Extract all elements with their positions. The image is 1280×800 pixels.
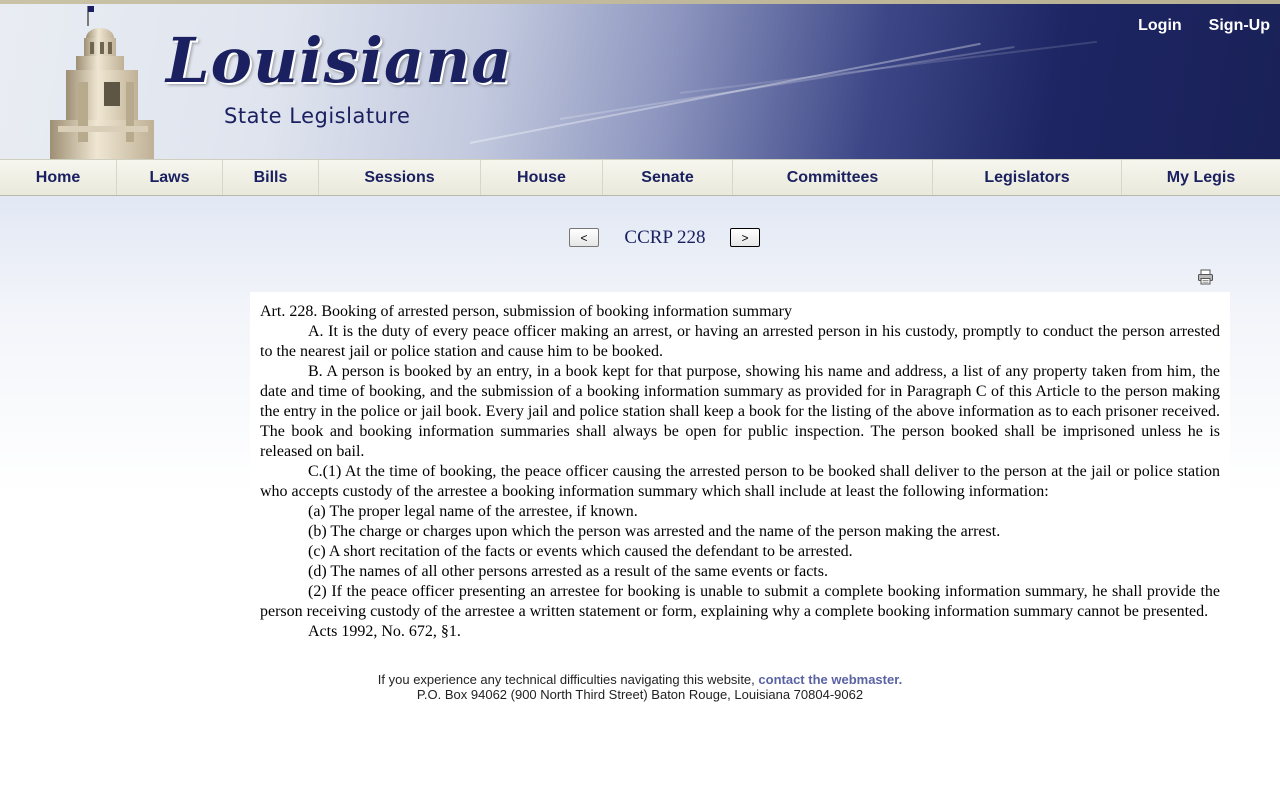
- site-header: [0, 0, 1280, 160]
- footer-help-line: [0, 672, 1280, 687]
- statute-text: [250, 292, 1230, 664]
- header-light-streak: [560, 46, 1015, 120]
- list-item-d: (d) The names of all other persons arrested as a result of the same events or facts.: [308, 563, 828, 580]
- paragraph-a: A. It is the duty of every peace officer making an arrest, or having an arrested person in his custody, promptly to conduct the person arrested to the nearest jail or police station and cause him to be booked.: [260, 323, 1220, 360]
- main-nav: [0, 159, 1280, 196]
- paragraph-c2: (2) If the peace officer presenting an arrestee for booking is unable to submit a complete booking information summary, he shall provide the person receiving custody of the arrestee a written statement or form, explaining why a complete booking information summary cannot be presented.: [260, 583, 1220, 620]
- nav-item-my-legis[interactable]: My Legis: [1166, 168, 1236, 186]
- list-item-a: (a) The proper legal name of the arrestee, if known.: [308, 503, 638, 520]
- contact-webmaster-link[interactable]: contact the webmaster.: [758, 672, 903, 687]
- nav-item-bills[interactable]: Bills: [223, 160, 319, 195]
- footer-help-text: If you experience any technical difficulties navigating this website,: [377, 672, 755, 687]
- paragraph-b: B. A person is booked by an entry, in a book kept for that purpose, showing his name and address, a list of any property taken from him, the date and time of booking, and the submission of a booking information summary as provided for in Paragraph C of this Article to the person making the entry in the police or jail book. Every jail and police station shall keep a book for the listing of the above information as to each prisoner received. The book and booking information summaries shall always be open for public inspection. The person booked shall be imprisoned unless he is released on bail.: [260, 363, 1220, 460]
- nav-item-laws[interactable]: Laws: [117, 160, 223, 195]
- header-top-stripe: [0, 0, 1280, 4]
- nav-item-sessions[interactable]: Sessions: [319, 160, 481, 195]
- printer-icon[interactable]: [1197, 269, 1214, 285]
- login-link[interactable]: Login: [1138, 17, 1182, 34]
- auth-links: [1138, 17, 1270, 35]
- nav-item-legislators[interactable]: Legislators: [933, 160, 1122, 195]
- article-heading: Art. 228. Booking of arrested person, submission of booking information summary: [260, 303, 792, 320]
- footer-address: P.O. Box 94062 (900 North Third Street) Baton Rouge, Louisiana 70804-9062: [416, 687, 864, 702]
- site-logo-subtitle: State Legislature: [224, 104, 411, 128]
- document-navigator: [0, 227, 1280, 249]
- nav-item-committees[interactable]: Committees: [733, 160, 933, 195]
- site-logo-wordmark[interactable]: Louisiana: [166, 24, 513, 97]
- nav-item-home[interactable]: Home: [0, 160, 117, 195]
- site-footer: [0, 672, 1280, 702]
- next-document-button[interactable]: >: [730, 228, 760, 247]
- list-item-c: (c) A short recitation of the facts or events which caused the defendant to be arrested.: [308, 543, 853, 560]
- list-item-b: (b) The charge or charges upon which the person was arrested and the name of the person making the arrest.: [308, 523, 1001, 540]
- capitol-building-image: [30, 2, 170, 160]
- source-note: Acts 1992, No. 672, §1.: [308, 623, 461, 640]
- previous-document-button[interactable]: <: [569, 228, 599, 247]
- nav-item-senate[interactable]: Senate: [603, 160, 733, 195]
- signup-link[interactable]: Sign-Up: [1208, 17, 1270, 34]
- header-light-streak: [680, 41, 1097, 94]
- document-title: CCRP 228: [624, 227, 706, 248]
- paragraph-c1: C.(1) At the time of booking, the peace officer causing the arrested person to be booked shall deliver to the person at the jail or police station who accepts custody of the arrestee a booking information summary which shall include at least the following information:: [260, 463, 1220, 500]
- nav-item-house[interactable]: House: [481, 160, 603, 195]
